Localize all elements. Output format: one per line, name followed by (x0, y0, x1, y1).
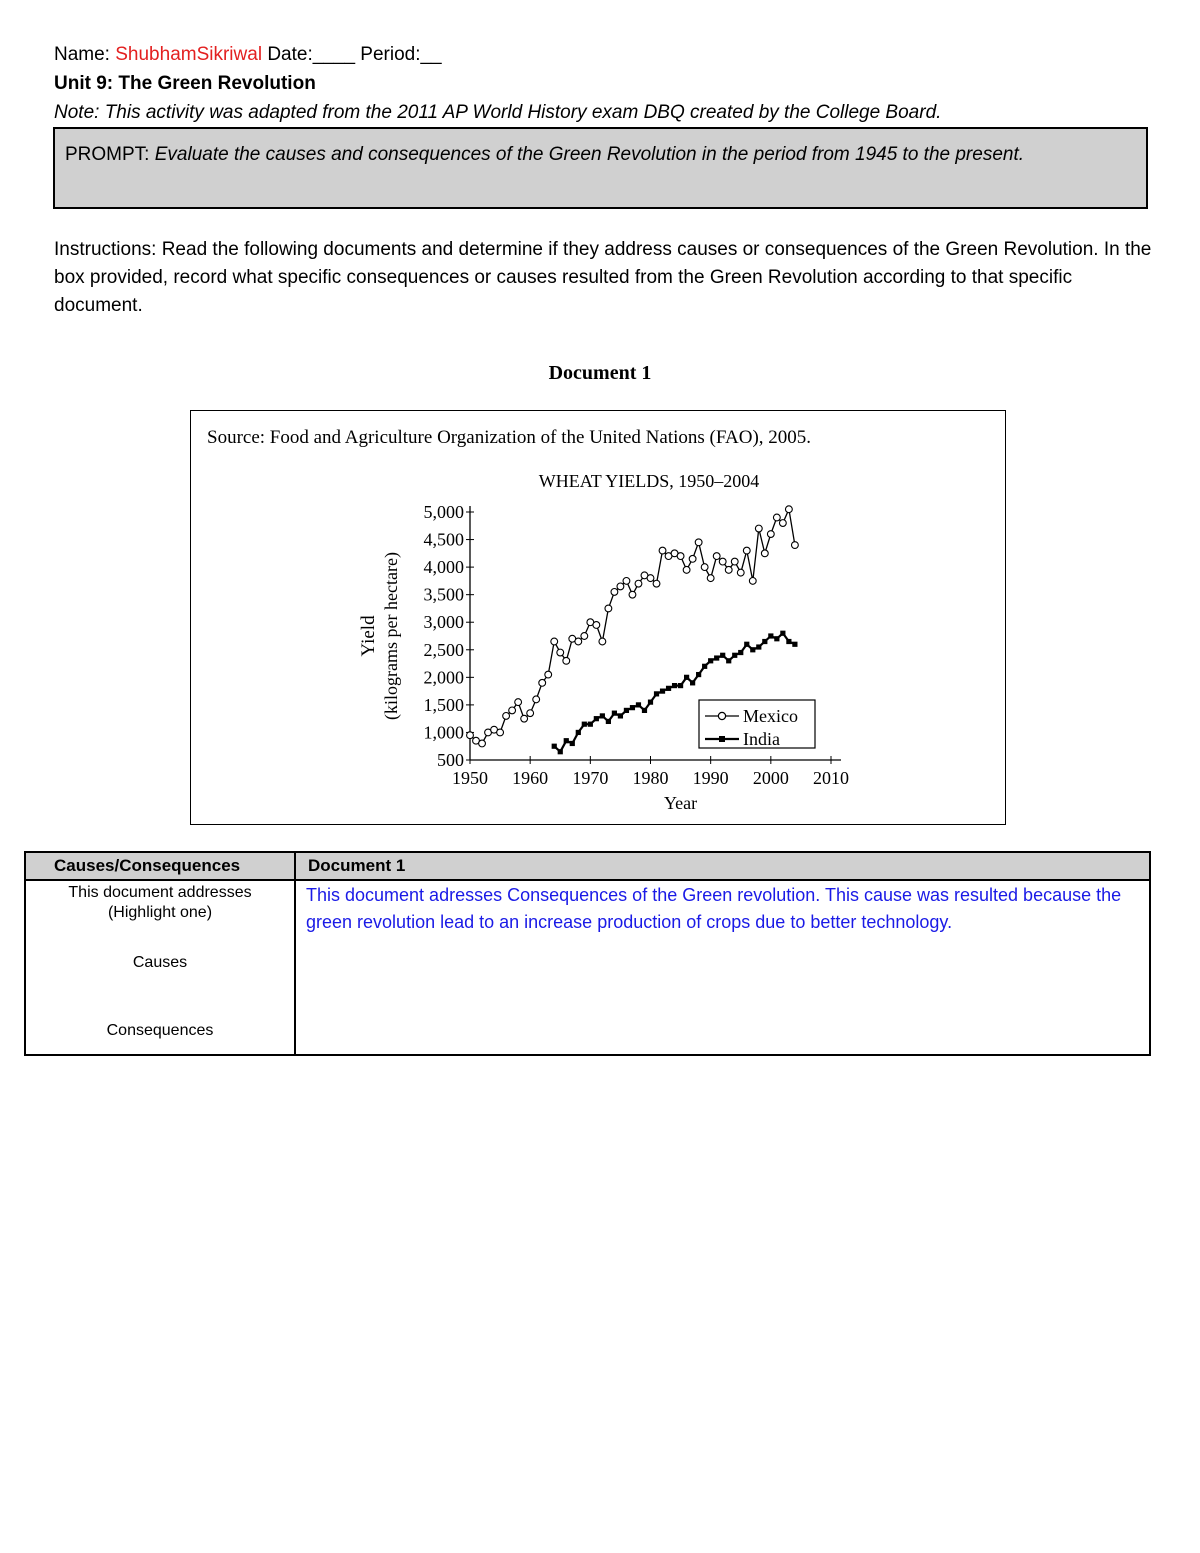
point-india (744, 642, 749, 647)
name-label: Name: (54, 44, 116, 65)
prompt-label: PROMPT: (65, 144, 155, 165)
legend-mexico-label: Mexico (743, 706, 798, 726)
y-tick-label: 500 (437, 750, 464, 770)
student-name[interactable]: ShubhamSikriwal (115, 44, 263, 65)
y-tick-label: 1,500 (423, 694, 464, 715)
point-mexico (557, 649, 564, 656)
wheat-yields-chart (191, 411, 1005, 824)
chart-title: WHEAT YIELDS, 1950–2004 (538, 471, 760, 491)
point-mexico (629, 591, 636, 598)
table-row (25, 880, 1150, 1055)
x-tick-label: 1980 (632, 768, 669, 788)
point-india (756, 644, 761, 649)
instructions: Instructions: Read the following documents and determine if they address causes or consequences of the Green Revolution. In the box provided, record what specific consequences or causes resulted from the Green Revolution according to that specific document. (54, 239, 1152, 316)
point-india (732, 653, 737, 658)
point-mexico (707, 575, 714, 582)
date-period-label: Date:____ Period:__ (262, 44, 442, 65)
point-mexico (779, 520, 786, 527)
point-india (564, 738, 569, 743)
answer-cell[interactable] (295, 880, 1150, 1055)
point-mexico (659, 547, 666, 554)
prompt-question: Evaluate the causes and consequences of the Green Revolution in the period from 1945 to the present. (154, 144, 1025, 165)
x-axis-label: Year (663, 793, 698, 813)
legend-india-label: India (743, 729, 780, 749)
point-mexico (533, 696, 540, 703)
point-mexico (467, 732, 474, 739)
point-india (774, 636, 779, 641)
point-mexico (593, 622, 600, 629)
point-mexico (792, 542, 799, 549)
point-india (672, 683, 677, 688)
point-india (636, 702, 641, 707)
point-india (786, 639, 791, 644)
y-tick-label: 2,000 (423, 667, 464, 688)
point-india (768, 633, 773, 638)
point-india (570, 741, 575, 746)
point-india (582, 722, 587, 727)
highlight-cell (25, 880, 295, 1055)
point-india (618, 713, 623, 718)
point-mexico (773, 514, 780, 521)
point-india (552, 744, 557, 749)
y-axis-sublabel: (kilograms per hectare) (381, 552, 401, 720)
point-mexico (521, 715, 528, 722)
y-axis-label: Yield (358, 615, 379, 657)
point-mexico (725, 566, 732, 573)
y-tick-label: 4,000 (423, 557, 464, 578)
point-india (576, 730, 581, 735)
point-india (630, 705, 635, 710)
name-date-period-line (54, 43, 442, 67)
option-causes[interactable]: Causes (132, 954, 188, 971)
point-india (750, 647, 755, 652)
point-india (612, 711, 617, 716)
point-mexico (479, 740, 486, 747)
x-tick-label: 1990 (692, 768, 729, 788)
y-tick-label: 5,000 (423, 502, 464, 522)
prompt-box (53, 127, 1148, 209)
adaptation-note: Note: This activity was adapted from the 2011 AP World History exam DBQ created by the College Board. (54, 102, 942, 123)
point-mexico (737, 569, 744, 576)
option-consequences[interactable]: Consequences (106, 1022, 214, 1039)
point-india (606, 719, 611, 724)
point-mexico (581, 633, 588, 640)
x-tick-label: 1950 (452, 768, 488, 788)
col-header-causes-consequences: Causes/Consequences (25, 852, 295, 880)
point-india (654, 691, 659, 696)
point-india (792, 642, 797, 647)
point-mexico (785, 506, 792, 513)
point-mexico (539, 679, 546, 686)
document-frame (190, 410, 1006, 825)
unit-title: Unit 9: The Green Revolution (54, 73, 316, 94)
y-tick-label: 1,000 (423, 722, 464, 743)
point-mexico (743, 547, 750, 554)
point-mexico (695, 539, 702, 546)
point-mexico (713, 553, 720, 560)
point-mexico (617, 583, 624, 590)
point-mexico (731, 558, 738, 565)
point-mexico (497, 729, 504, 736)
point-india (660, 689, 665, 694)
col-header-document: Document 1 (295, 852, 1150, 880)
point-mexico (515, 699, 522, 706)
point-india (726, 658, 731, 663)
point-mexico (611, 589, 618, 596)
point-mexico (623, 577, 630, 584)
point-mexico (767, 531, 774, 538)
legend-india-marker (719, 736, 725, 742)
point-india (594, 716, 599, 721)
point-mexico (605, 605, 612, 612)
point-india (678, 683, 683, 688)
point-india (588, 722, 593, 727)
y-tick-label: 3,500 (423, 584, 464, 605)
point-india (780, 631, 785, 636)
point-mexico (761, 550, 768, 557)
point-india (762, 639, 767, 644)
point-india (714, 655, 719, 660)
legend-mexico-marker (718, 712, 725, 719)
document-title: Document 1 (548, 362, 652, 384)
point-mexico (551, 638, 558, 645)
point-mexico (503, 713, 510, 720)
x-tick-label: 2000 (752, 768, 789, 788)
highlight-instruction: (Highlight one) (107, 904, 213, 921)
point-mexico (647, 575, 654, 582)
point-mexico (545, 671, 552, 678)
answer-text: This document adresses Consequences of the Green revolution. This cause was resulted because the green revolution lead to an increase production of crops due to better technology. (306, 885, 1122, 932)
point-india (690, 680, 695, 685)
point-mexico (683, 566, 690, 573)
addresses-label: This document addresses (68, 884, 252, 901)
point-mexico (749, 577, 756, 584)
table-header-row (25, 852, 1150, 880)
point-india (642, 708, 647, 713)
x-tick-label: 1960 (512, 768, 549, 788)
point-mexico (563, 657, 570, 664)
point-mexico (677, 553, 684, 560)
point-mexico (719, 558, 726, 565)
point-india (558, 749, 563, 754)
point-mexico (653, 580, 660, 587)
point-mexico (527, 710, 534, 717)
prompt-text (65, 141, 1086, 169)
point-mexico (755, 525, 762, 532)
point-mexico (635, 580, 642, 587)
point-mexico (701, 564, 708, 571)
source-text: Source: Food and Agriculture Organization of the United Nations (FAO), 2005. (207, 427, 812, 448)
point-india (648, 700, 653, 705)
point-india (600, 713, 605, 718)
point-mexico (509, 707, 516, 714)
point-india (666, 686, 671, 691)
point-india (738, 650, 743, 655)
point-india (684, 675, 689, 680)
y-tick-label: 3,000 (423, 612, 464, 633)
point-india (708, 658, 713, 663)
x-tick-label: 1970 (572, 768, 609, 788)
y-tick-label: 4,500 (423, 529, 464, 550)
point-india (696, 672, 701, 677)
point-india (720, 653, 725, 658)
point-india (702, 664, 707, 669)
point-india (624, 708, 629, 713)
point-mexico (599, 638, 606, 645)
x-tick-label: 2010 (813, 768, 849, 788)
point-mexico (689, 555, 696, 562)
chart-legend (699, 700, 815, 749)
point-mexico (575, 638, 582, 645)
causes-consequences-table (24, 851, 1151, 1056)
y-tick-label: 2,500 (423, 639, 464, 660)
